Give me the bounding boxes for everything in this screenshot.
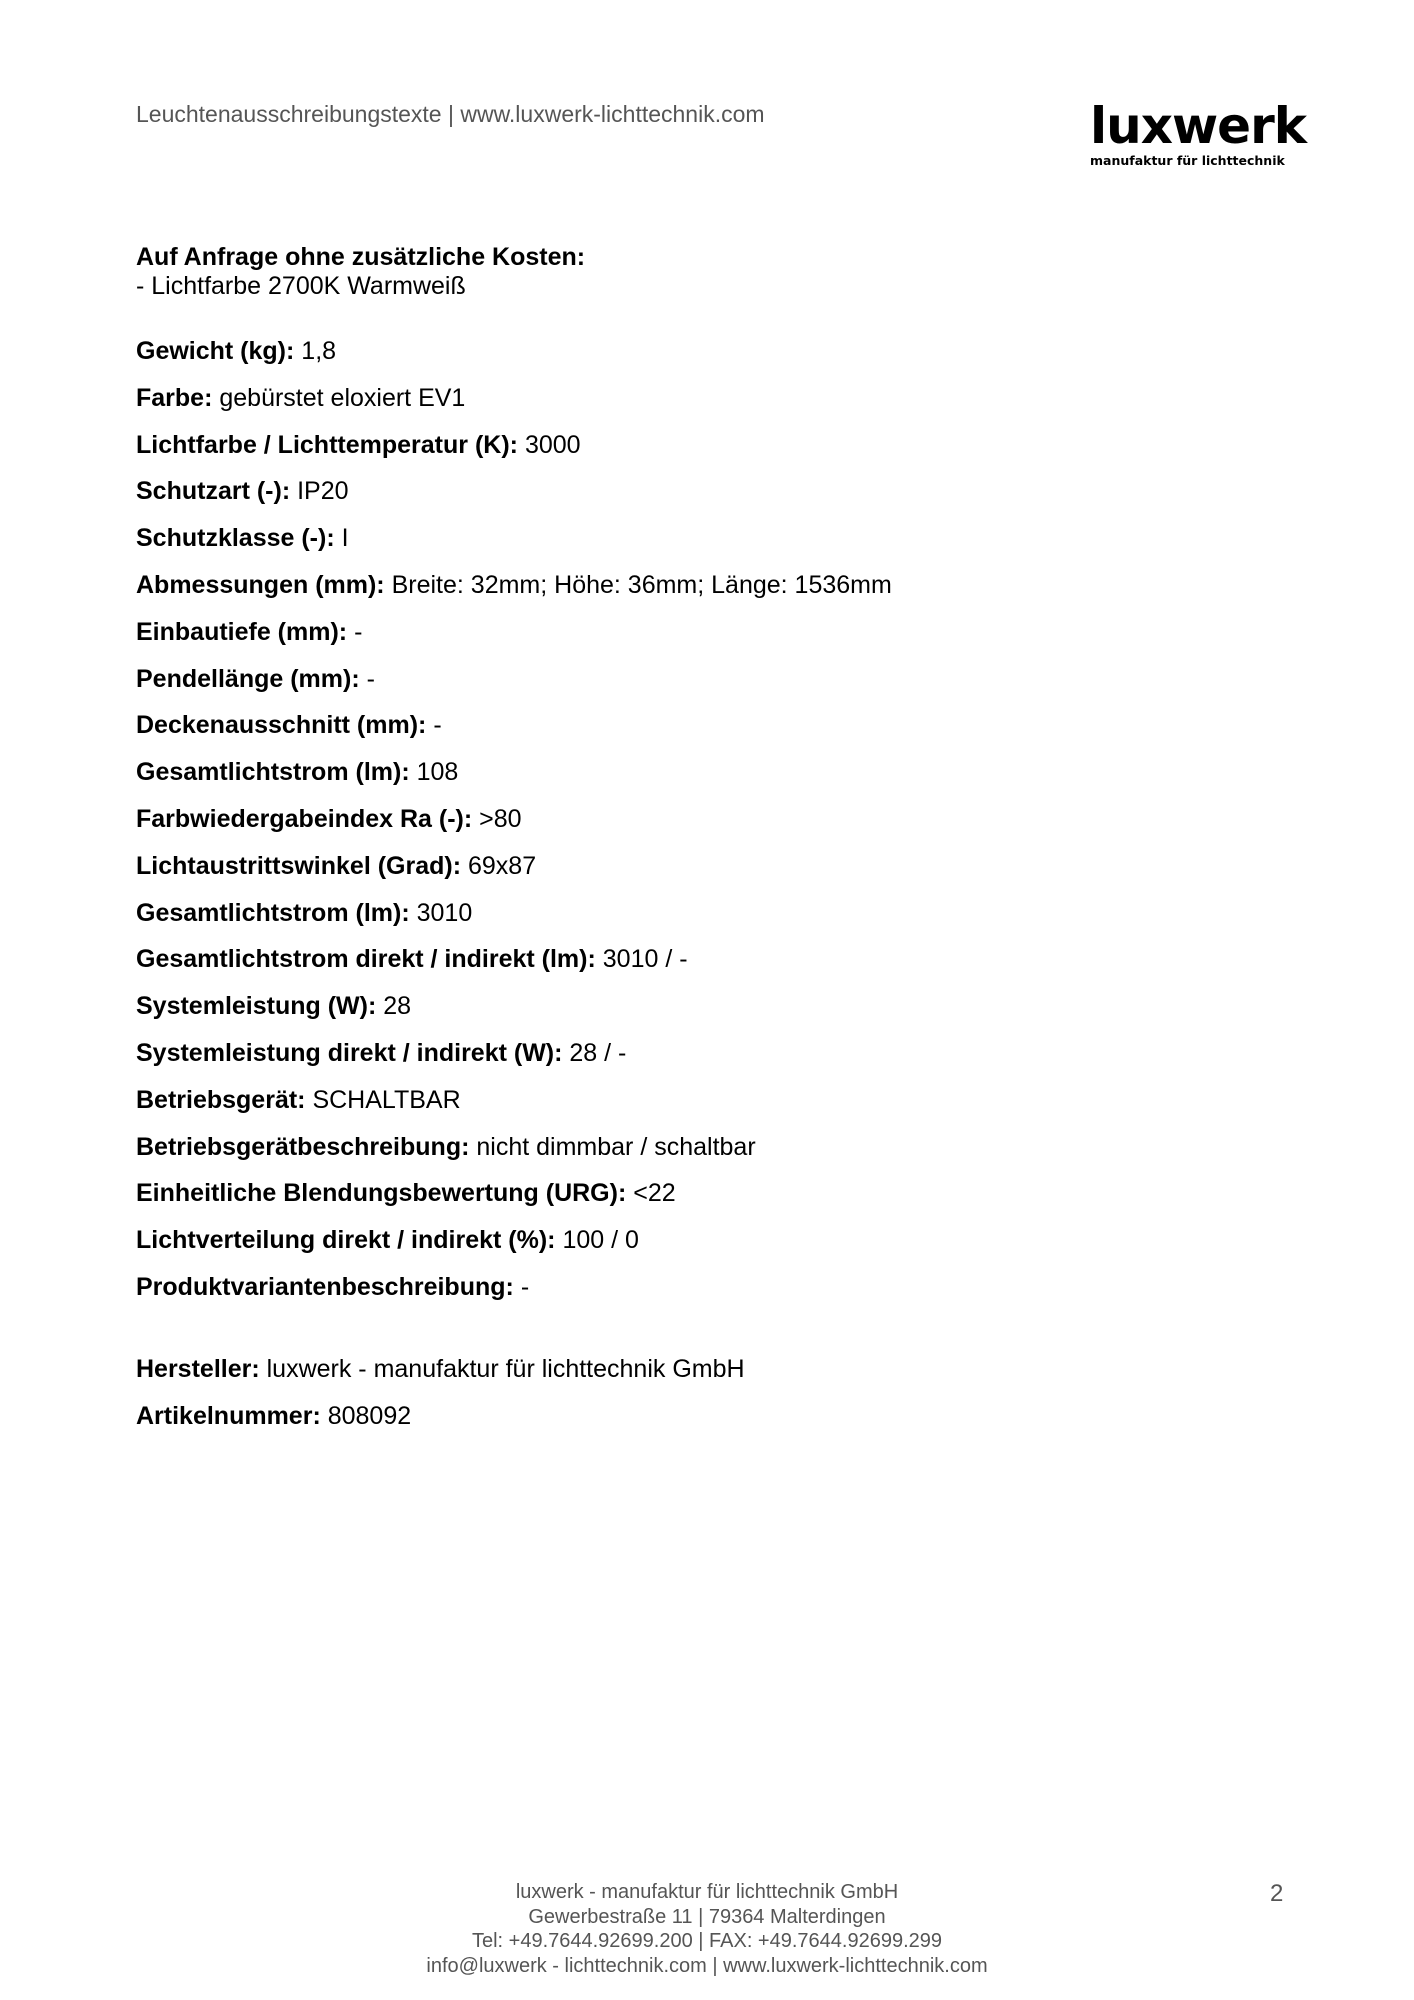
spec-value: nicht dimmbar / schaltbar [476, 1132, 756, 1161]
page-number: 2 [1270, 1880, 1284, 1907]
spec-row-lichtverteilung [136, 1223, 892, 1270]
spec-label: Schutzklasse (-): [136, 524, 335, 553]
page-header: Leuchtenausschreibungstexte | www.luxwerk-lichttechnik.com [136, 101, 765, 127]
spec-label: Systemleistung (W): [136, 992, 377, 1021]
spec-row-farbwiedergabeindex [136, 802, 892, 849]
spec-row-artikelnummer [136, 1399, 745, 1446]
spec-row-hersteller [136, 1352, 745, 1399]
spec-row-systemleistung [136, 989, 892, 1036]
spec-label: Gewicht (kg): [136, 337, 295, 365]
spec-row-gewicht [136, 334, 892, 381]
spec-value: IP20 [297, 477, 349, 506]
on-request-title: Auf Anfrage ohne zusätzliche Kosten: [136, 243, 586, 271]
spec-list [136, 334, 892, 1317]
spec-value: Breite: 32mm; Höhe: 36mm; Länge: 1536mm [391, 570, 892, 599]
spec-value: gebürstet eloxiert EV1 [219, 383, 466, 412]
spec-value: >80 [479, 804, 522, 833]
on-request-section [136, 243, 585, 301]
spec-value: - [354, 617, 363, 646]
spec-label: Farbe: [136, 383, 213, 412]
spec-row-systemleistung-direkt-indirekt [136, 1036, 892, 1083]
spec-label: Abmessungen (mm): [136, 570, 385, 599]
spec-row-gesamtlichtstrom-direkt-indirekt [136, 942, 892, 989]
spec-row-abmessungen [136, 568, 892, 615]
spec-value: SCHALTBAR [312, 1085, 461, 1114]
spec-value: 3010 / - [602, 945, 688, 974]
spec-value: 28 / - [569, 1038, 627, 1067]
spec-value: 100 / 0 [562, 1226, 639, 1255]
spec-row-deckenausschnitt [136, 708, 892, 755]
spec-row-betriebsgeraet [136, 1083, 892, 1130]
spec-value: 1,8 [301, 337, 337, 365]
spec-label: Lichtverteilung direkt / indirekt (%): [136, 1226, 556, 1255]
spec-label: Gesamtlichtstrom (lm): [136, 898, 410, 927]
spec-value: I [341, 524, 349, 553]
spec-value: 69x87 [468, 851, 537, 880]
spec-label: Pendellänge (mm): [136, 664, 360, 693]
spec-value: 28 [383, 992, 412, 1021]
spec-value: 3000 [524, 430, 581, 459]
spec-row-gesamtlichtstrom [136, 896, 892, 943]
spec-value: - [520, 1272, 530, 1301]
spec-row-blendungsbewertung [136, 1176, 892, 1223]
footer-address: Gewerbestraße 11 | 79364 Malterdingen [528, 1905, 886, 1928]
spec-row-produktvariantenbeschreibung [136, 1270, 892, 1317]
spec-row-pendellaenge [136, 662, 892, 709]
spec-label: Betriebsgerätbeschreibung: [136, 1132, 470, 1161]
brand-logo [1090, 97, 1306, 168]
spec-row-lichtaustrittswinkel [136, 849, 892, 896]
page-footer [0, 1880, 1414, 1978]
footer-company: luxwerk - manufaktur für lichttechnik GmbH [515, 1881, 899, 1903]
footer-phone-fax: Tel: +49.7644.92699.200 | FAX: +49.7644.92699.299 [471, 1930, 943, 1952]
spec-value: 3010 [416, 898, 473, 927]
spec-label: Hersteller: [136, 1355, 260, 1383]
logo-wordmark: luxwerk [1090, 97, 1306, 155]
spec-label: Lichtfarbe / Lichttemperatur (K): [136, 430, 518, 459]
spec-label: Gesamtlichtstrom direkt / indirekt (lm): [136, 945, 596, 974]
spec-value: <22 [633, 1179, 676, 1208]
spec-row-farbe [136, 381, 892, 428]
spec-label: Deckenausschnitt (mm): [136, 711, 427, 740]
spec-label: Farbwiedergabeindex Ra (-): [136, 804, 473, 833]
spec-label: Gesamtlichtstrom (lm): [136, 758, 410, 787]
spec-row-schutzklasse [136, 521, 892, 568]
spec-value: 108 [416, 758, 459, 787]
footer-email-web: info@luxwerk - lichttechnik.com | www.luxwerk-lichttechnik.com [426, 1954, 988, 1977]
spec-label: Einheitliche Blendungsbewertung (URG): [136, 1179, 627, 1208]
spec-row-betriebsgeraetbeschreibung [136, 1130, 892, 1177]
spec-label: Systemleistung direkt / indirekt (W): [136, 1038, 563, 1067]
spec-label: Betriebsgerät: [136, 1085, 306, 1114]
on-request-item: - Lichtfarbe 2700K Warmweiß [136, 272, 466, 300]
spec-row-lichtfarbe [136, 428, 892, 475]
spec-value: - [366, 664, 375, 693]
spec-label: Artikelnummer: [136, 1401, 321, 1430]
spec-value: luxwerk - manufaktur für lichttechnik GmbH [266, 1355, 745, 1383]
spec-row-einbautiefe [136, 615, 892, 662]
spec-row-gesamtlichtstrom [136, 755, 892, 802]
manufacturer-section [136, 1352, 745, 1446]
spec-label: Schutzart (-): [136, 477, 291, 506]
spec-label: Einbautiefe (mm): [136, 617, 348, 646]
spec-value: 808092 [327, 1401, 412, 1430]
spec-row-schutzart [136, 474, 892, 521]
logo-tagline: manufaktur für lichttechnik [1090, 153, 1285, 168]
spec-label: Lichtaustrittswinkel (Grad): [136, 851, 462, 880]
spec-label: Produktvariantenbeschreibung: [136, 1272, 514, 1301]
spec-value: - [433, 711, 442, 740]
